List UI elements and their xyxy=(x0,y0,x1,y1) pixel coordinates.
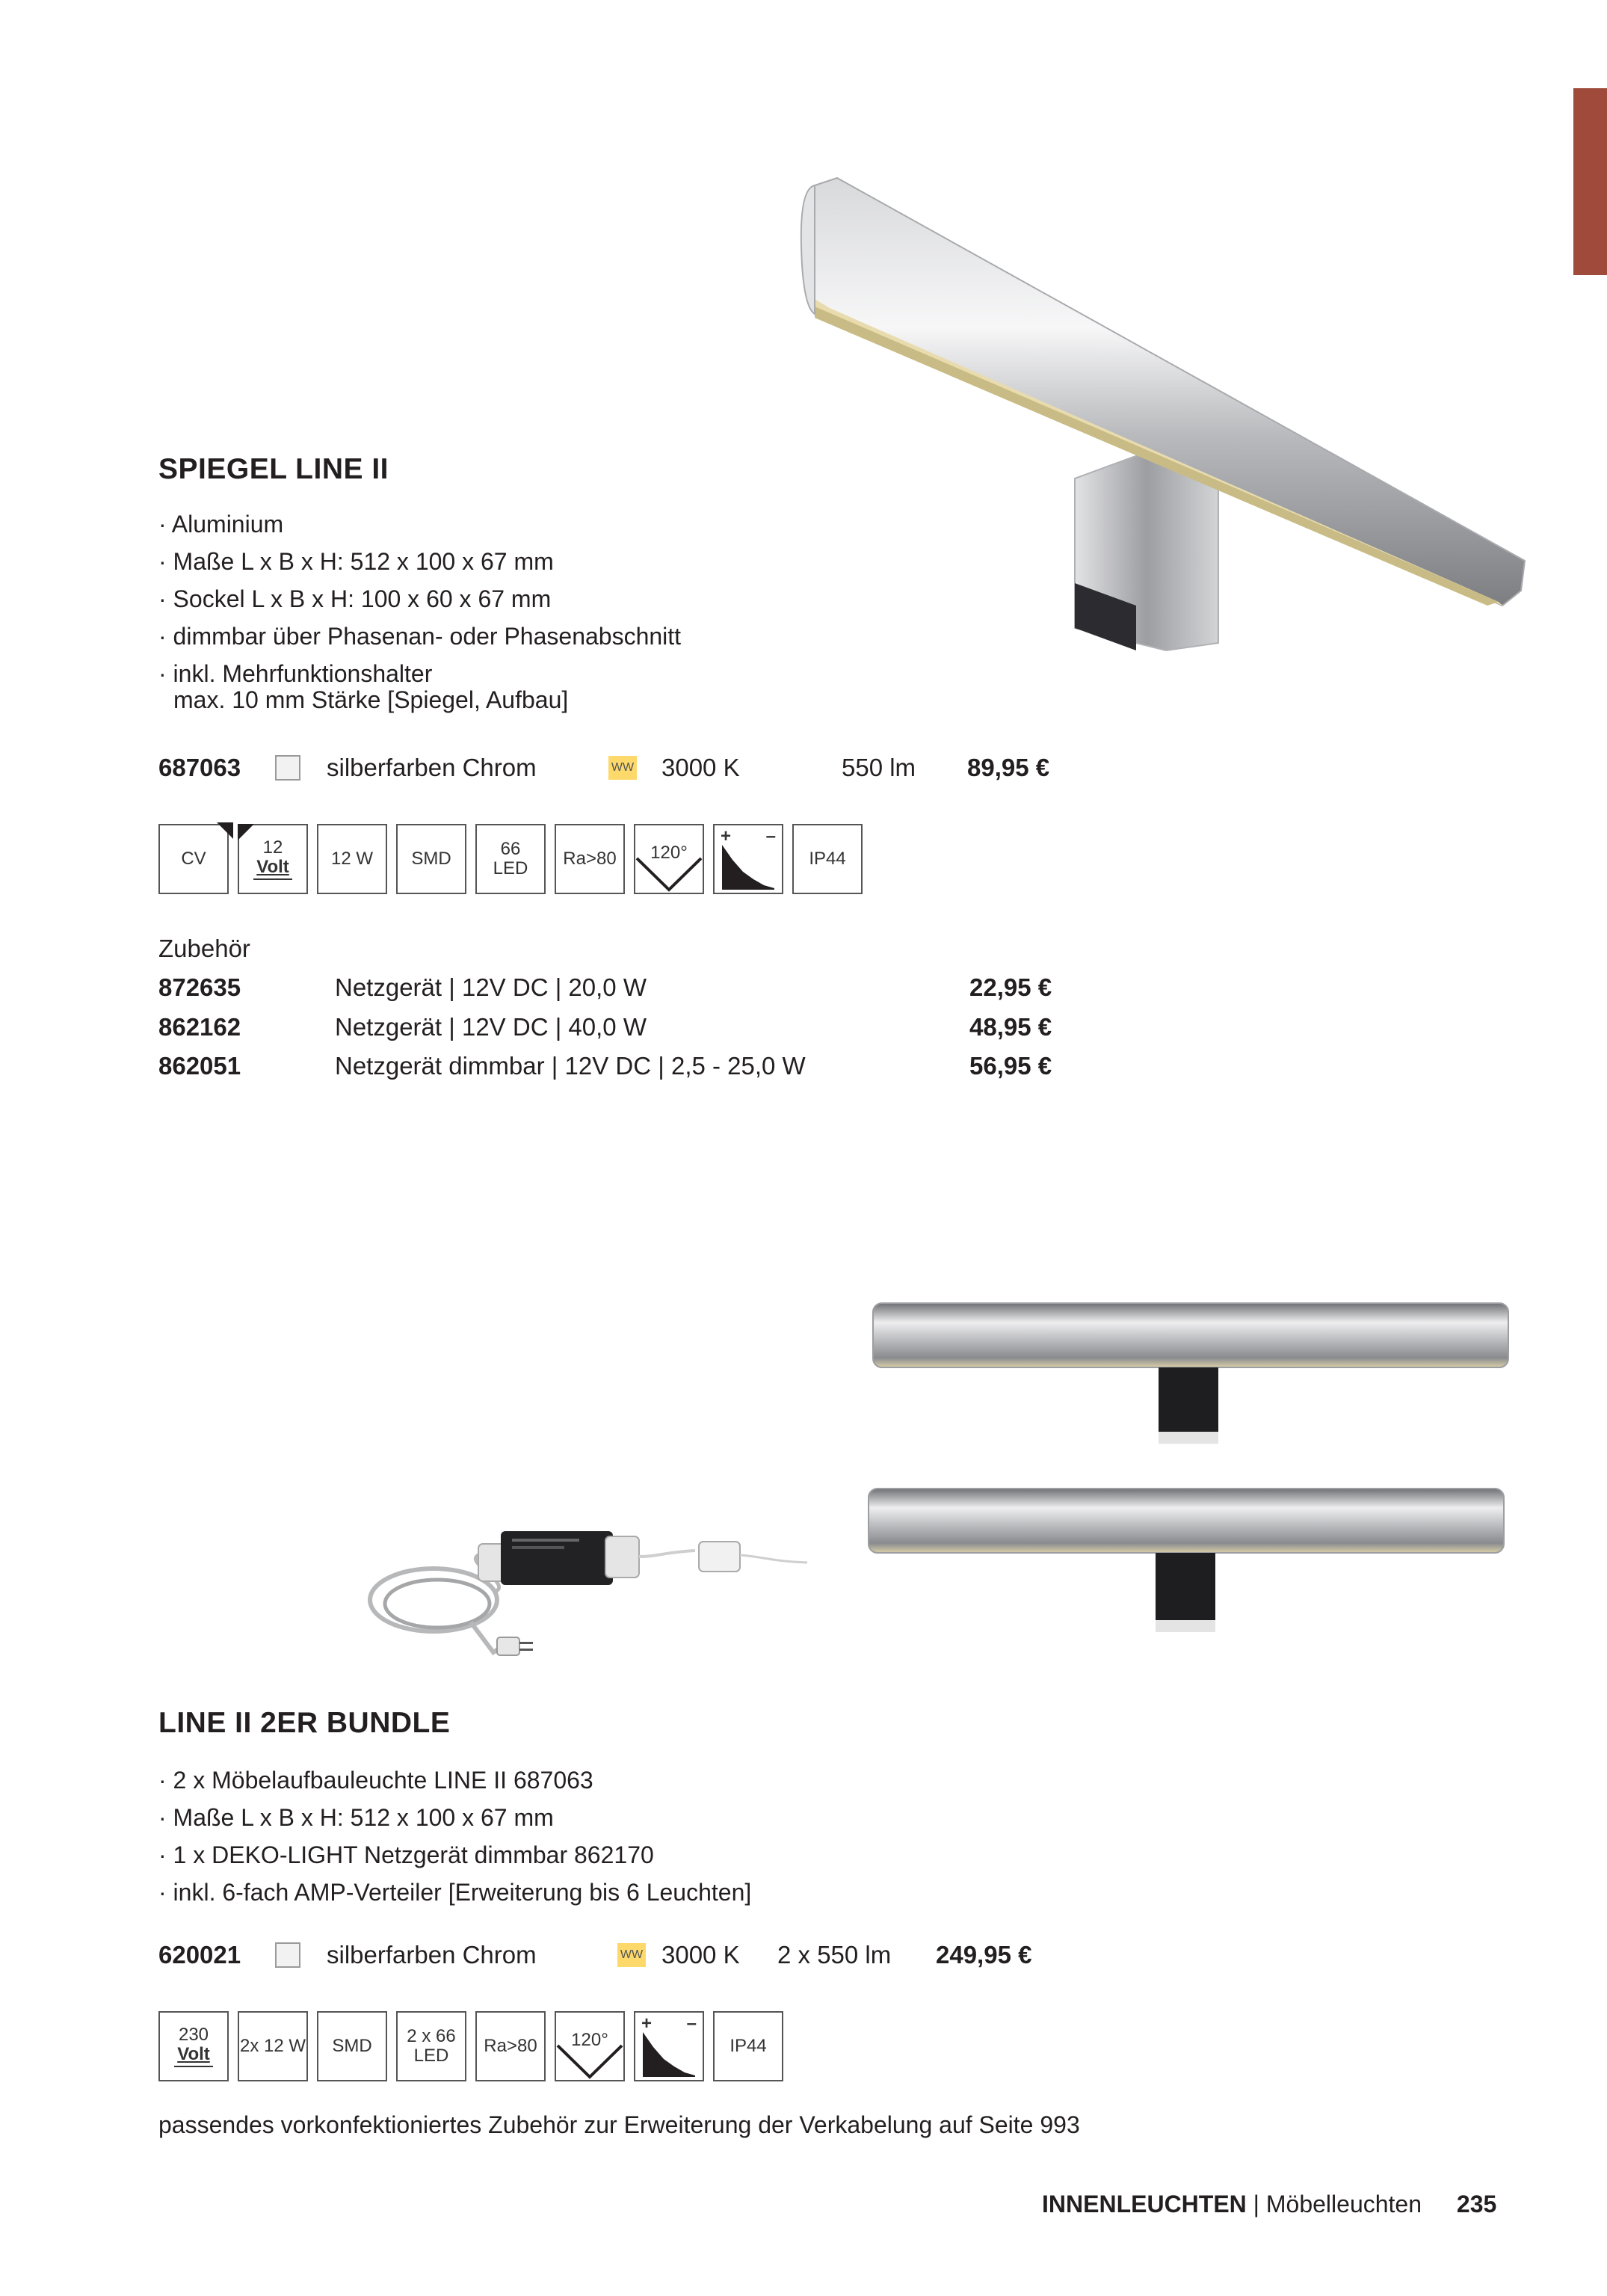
dimmable-icon: + – xyxy=(713,824,783,894)
accessory-article: 862162 xyxy=(158,1013,241,1041)
power-supply-image xyxy=(351,1503,815,1675)
footer-separator: | xyxy=(1246,2191,1266,2217)
wattage-icon: 2x 12 W xyxy=(238,2011,308,2081)
color-swatch xyxy=(275,1942,300,1968)
smd-icon: SMD xyxy=(317,2011,387,2081)
beam-angle-graphic xyxy=(635,855,703,893)
bullet-item: · inkl. 6-fach AMP-Verteiler [Erweiterung bis 6 Leuchten] xyxy=(158,1879,752,1906)
color-name: silberfarben Chrom xyxy=(327,1941,537,1969)
warm-white-badge: WW xyxy=(608,756,637,780)
section-tab xyxy=(1573,88,1607,275)
bullet-item: max. 10 mm Stärke [Spiegel, Aufbau] xyxy=(173,686,569,713)
color-temperature: 3000 K xyxy=(661,1941,740,1969)
color-name: silberfarben Chrom xyxy=(327,754,537,781)
page-footer xyxy=(1042,2191,1496,2218)
led-count-icon: 66 LED xyxy=(475,824,546,894)
dimming-graphic xyxy=(643,2032,697,2078)
accessory-description: Netzgerät dimmbar | 12V DC | 2,5 - 25,0 W xyxy=(335,1052,806,1080)
accessory-article: 862051 xyxy=(158,1052,241,1080)
accessory-article: 872635 xyxy=(158,973,241,1001)
bullet-item: · 2 x Möbelaufbauleuchte LINE II 687063 xyxy=(158,1767,593,1794)
footer-section: INNENLEUCHTEN xyxy=(1042,2191,1247,2217)
ip-rating-icon: IP44 xyxy=(792,824,863,894)
beam-angle-icon: 120° xyxy=(555,2011,625,2081)
bullet-item: · Maße L x B x H: 512 x 100 x 67 mm xyxy=(158,548,554,575)
warm-white-badge: WW xyxy=(617,1943,646,1967)
accessory-price: 56,95 € xyxy=(969,1052,1052,1080)
smd-icon: SMD xyxy=(396,824,466,894)
product-image-bundle-lamps xyxy=(860,1297,1517,1649)
product-bullets xyxy=(158,505,681,715)
ip-rating-icon: IP44 xyxy=(713,2011,783,2081)
luminous-flux: 2 x 550 lm xyxy=(777,1941,892,1969)
accessory-price: 48,95 € xyxy=(969,1013,1052,1041)
bullet-item: · Aluminium xyxy=(158,511,284,538)
ra-icon: Ra>80 xyxy=(475,2011,546,2081)
cv-icon: CV xyxy=(158,824,229,894)
article-number: 687063 xyxy=(158,754,241,781)
accessories-label: Zubehör xyxy=(158,935,250,962)
ra-icon: Ra>80 xyxy=(555,824,625,894)
wattage-icon: 12 W xyxy=(317,824,387,894)
product-bullets xyxy=(158,1761,751,1911)
color-temperature: 3000 K xyxy=(661,754,740,781)
product-title: SPIEGEL LINE II xyxy=(158,453,389,485)
dimming-graphic xyxy=(722,845,776,891)
dimmable-icon: + – xyxy=(634,2011,704,2081)
bullet-item: · Sockel L x B x H: 100 x 60 x 67 mm xyxy=(158,585,552,612)
price: 249,95 € xyxy=(936,1941,1032,1969)
accessory-note: passendes vorkonfektioniertes Zubehör zur Erweiterung der Verkabelung auf Seite 993 xyxy=(158,2111,1080,2138)
page-number: 235 xyxy=(1456,2191,1497,2217)
article-number: 620021 xyxy=(158,1941,241,1969)
led-count-icon: 2 x 66 LED xyxy=(396,2011,466,2081)
accessory-price: 22,95 € xyxy=(969,973,1052,1001)
bullet-item: · dimmbar über Phasenan- oder Phasenabschnitt xyxy=(158,623,682,650)
beam-angle-graphic xyxy=(556,2043,623,2080)
corner-mark-icon xyxy=(238,824,254,840)
price: 89,95 € xyxy=(967,754,1050,781)
bullet-item: · inkl. Mehrfunktionshalter xyxy=(158,660,433,687)
beam-angle-icon: 120° xyxy=(634,824,704,894)
volt-icon: 230 Volt xyxy=(158,2011,229,2081)
volt-icon: 12 Volt xyxy=(238,824,308,894)
product-image-spiegel-line-ii xyxy=(785,164,1532,673)
accessory-description: Netzgerät | 12V DC | 40,0 W xyxy=(335,1013,647,1041)
color-swatch xyxy=(275,755,300,781)
footer-subsection: Möbelleuchten xyxy=(1265,2191,1422,2217)
luminous-flux: 550 lm xyxy=(842,754,916,781)
bullet-item: · 1 x DEKO-LIGHT Netzgerät dimmbar 862170 xyxy=(158,1841,654,1868)
corner-mark-icon xyxy=(217,822,233,839)
bullet-item: · Maße L x B x H: 512 x 100 x 67 mm xyxy=(158,1804,554,1831)
accessory-description: Netzgerät | 12V DC | 20,0 W xyxy=(335,973,647,1001)
product-title: LINE II 2ER BUNDLE xyxy=(158,1707,451,1739)
